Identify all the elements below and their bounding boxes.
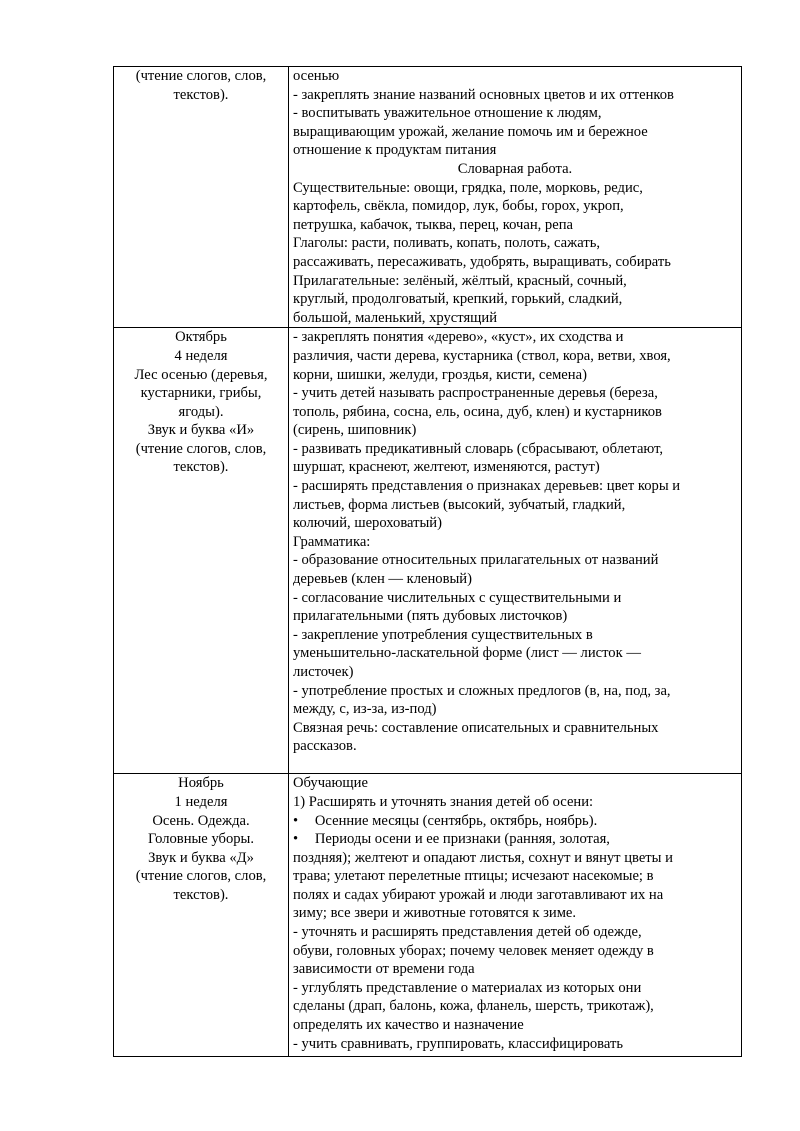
topic-line: Октябрь [175,329,227,346]
topic-line: ягоды). [178,403,224,420]
content-line: листочек) [293,664,354,680]
content-line: - углублять представление о материалах из которых они [293,979,642,996]
content-line: рассаживать, пересаживать, удобрять, выращивать, собирать [293,253,671,270]
content-line: - учить детей называть распространенные деревья (береза, [293,385,658,402]
topic-line: Ноябрь [178,775,224,792]
content-line: зависимости от времени года [293,961,475,978]
topic-line: текстов). [173,886,229,903]
section-heading: Словарная работа. [457,160,573,177]
table-row [114,328,742,774]
content-line: 1) Расширять и уточнять знания детей об осени: [293,793,594,810]
content-line: сделаны (драп, балонь, кожа, фланель, шерсть, трикотаж), [293,998,654,1015]
content-line: уменьшительно-ласкательной форме (лист — листок — [293,645,641,662]
content-line: Связная речь: составление описательных и сравнительных [293,719,659,736]
section-heading: Грамматика: [293,533,371,550]
content-line: - воспитывать уважительное отношение к людям, [293,105,602,122]
content-line: зиму; все звери и животные готовятся к зиме. [293,905,577,922]
content-line: тополь, рябина, сосна, ель, осина, дуб, клен) и кустарников [293,403,662,420]
content-line: деревьев (клен — кленовый) [293,571,472,588]
content-line: - образование относительных прилагательных от названий [293,552,659,569]
content-line: между, с, из-за, из-под) [293,701,437,718]
topic-line: (чтение слогов, слов, [135,440,267,457]
topic-line: Осень. Одежда. [152,812,250,829]
topic-line: Лес осенью (деревья, [134,366,268,383]
content-line: различия, части дерева, кустарника (ствол, кора, ветви, хвоя, [293,347,671,364]
topic-line: (чтение слогов, слов, [135,868,267,885]
content-line: - употребление простых и сложных предлогов (в, на, под, за, [293,682,671,699]
content-line: большой, маленький, хрустящий [293,309,498,326]
content-line: круглый, продолговатый, крепкий, горький, сладкий, [293,291,623,308]
topic-line: 1 неделя [174,793,228,810]
topic-line: Головные уборы. [147,831,255,848]
content-line: картофель, свёкла, помидор, лук, бобы, горох, укроп, [293,198,624,215]
bullet-line: • Периоды осени и ее признаки (ранняя, золотая, [293,831,610,848]
content-line: трава; улетают перелетные птицы; исчезают насекомые; в [293,868,654,885]
content-line: - расширять представления о признаках деревьев: цвет коры и [293,478,681,495]
content-line: рассказов. [293,738,357,755]
topic-cell [114,328,289,774]
content-line: Прилагательные: зелёный, жёлтый, красный, сочный, [293,272,627,289]
table-row [114,67,742,328]
content-line: - закреплять знание названий основных цветов и их оттенков [293,86,674,103]
content-line: Глаголы: расти, поливать, копать, полоть, сажать, [293,235,601,252]
content-line: выращивающим урожай, желание помочь им и бережное [293,123,648,140]
content-line: колючий, шероховатый) [293,515,442,532]
content-line: осенью [293,68,340,84]
bullet-line: • Осенние месяцы (сентябрь, октябрь, ноябрь). [293,812,598,829]
topic-cell [114,774,289,1057]
topic-line: (чтение слогов, слов, [135,68,267,84]
content-line: поздняя); желтеют и опадают листья, сохнут и вянут цветы и [293,849,673,866]
content-line: прилагательными (пять дубовых листочков) [293,608,568,625]
content-line: - согласование числительных с существительными и [293,589,622,606]
topic-cell [114,67,289,328]
content-line: обуви, головных уборах; почему человек меняет одежду в [293,942,654,959]
content-line: - развивать предикативный словарь (сбрасывают, облетают, [293,440,664,457]
content-cell [289,67,742,328]
topic-line: текстов). [173,459,229,476]
content-line: листьев, форма листьев (высокий, зубчатый, гладкий, [293,496,626,513]
topic-line: текстов). [173,86,229,103]
content-line: полях и садах убирают урожай и люди заготавливают их на [293,886,664,903]
section-heading: Обучающие [293,775,368,792]
content-cell [289,328,742,774]
topic-line: 4 неделя [174,347,228,364]
content-line: отношение к продуктам питания [293,142,497,159]
content-line: шуршат, краснеют, желтеют, изменяются, растут) [293,459,600,476]
content-line: определять их качество и назначение [293,1017,524,1034]
content-line: - закреплять понятия «дерево», «куст», их сходства и [293,329,624,346]
topic-line: Звук и буква «Д» [148,849,254,866]
topic-line: Звук и буква «И» [147,422,255,439]
content-line: петрушка, кабачок, тыква, перец, кочан, репа [293,216,573,233]
content-cell [289,774,742,1057]
table-row [114,774,742,1057]
content-line: (сирень, шиповник) [293,422,417,439]
topic-line: кустарники, грибы, [140,385,262,402]
content-line: Существительные: овощи, грядка, поле, морковь, редис, [293,179,643,196]
lesson-plan-table [113,66,742,1057]
content-line: - закрепление употребления существительных в [293,626,593,643]
content-line: - учить сравнивать, группировать, классифицировать [293,1035,623,1052]
content-line: корни, шишки, желуди, гроздья, кисти, семена) [293,366,587,383]
content-line: - уточнять и расширять представления детей об одежде, [293,924,642,941]
